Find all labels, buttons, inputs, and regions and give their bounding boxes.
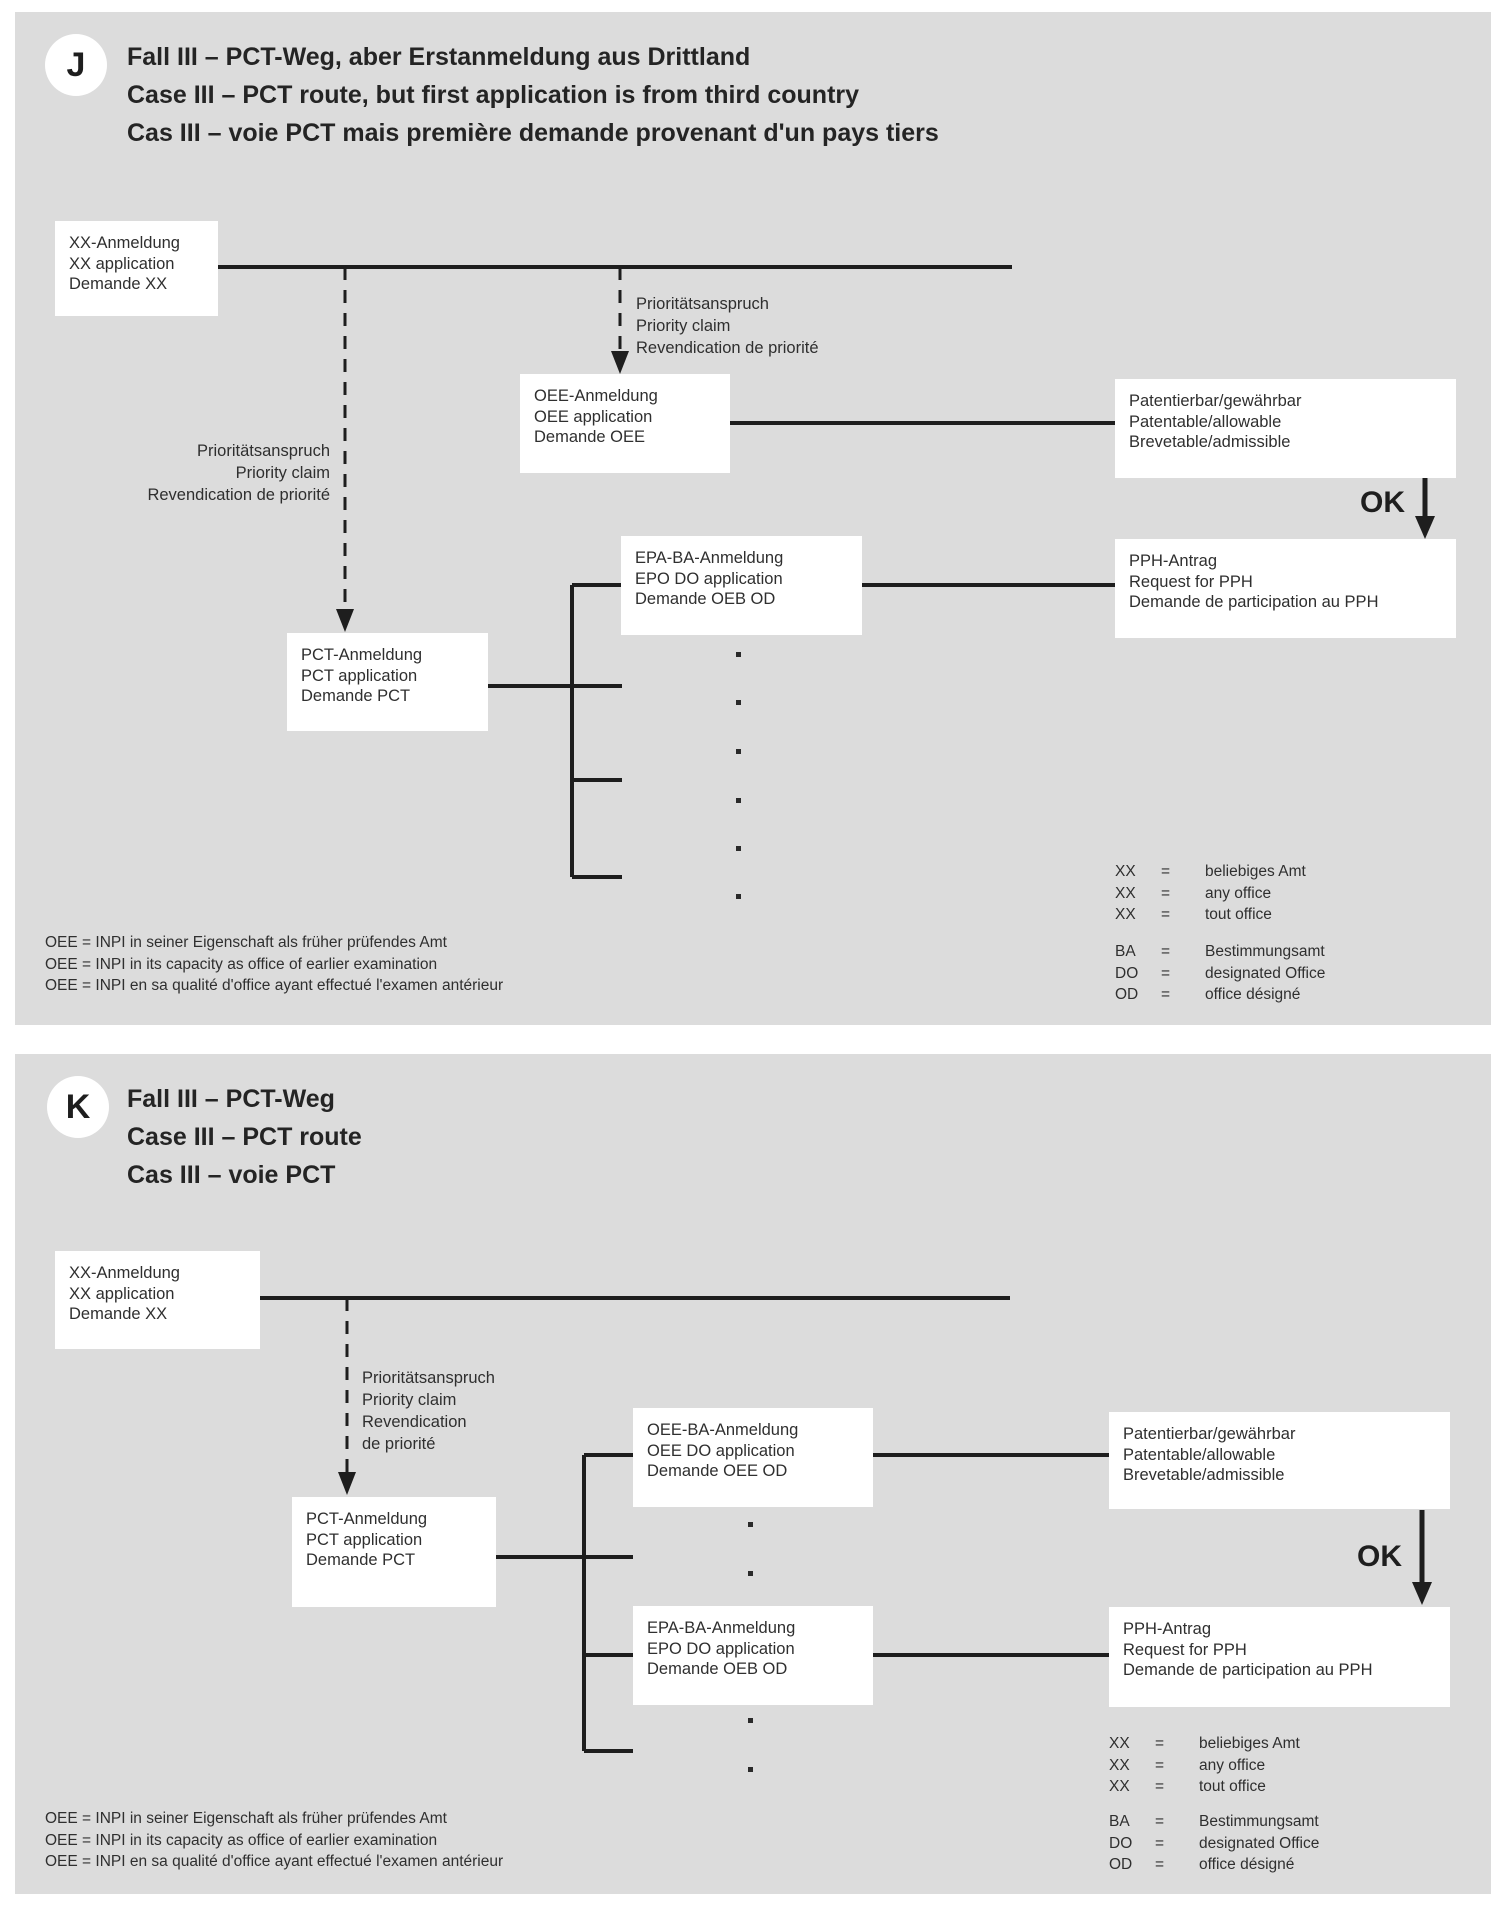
legend-def: office désigné [1205, 986, 1301, 1003]
box-patentable-j: Patentierbar/gewährbar Patentable/allowable Brevetable/admissible [1115, 379, 1456, 478]
legend-def: office désigné [1199, 1856, 1295, 1873]
legend-def: tout office [1199, 1778, 1266, 1795]
legend-eq: = [1161, 863, 1171, 880]
legend-eq: = [1161, 906, 1171, 923]
priority-claim-label-k: Prioritätsanspruch Priority claim Revendication de priorité [362, 1369, 495, 1453]
legend-def: Bestimmungsamt [1199, 1813, 1319, 1830]
legend-row [1115, 963, 1325, 985]
priority-claim-label-left-j: Prioritätsanspruch Priority claim Revendication de priorité [147, 442, 330, 504]
box-pph-request-k: PPH-Antrag Request for PPH Demande de participation au PPH [1109, 1607, 1450, 1707]
legend-row [1109, 1755, 1300, 1777]
legend-eq: = [1155, 1813, 1165, 1830]
legend-def: beliebiges Amt [1199, 1735, 1300, 1752]
box-oee-application: OEE-Anmeldung OEE application Demande OEE [520, 374, 730, 473]
legend-eq: = [1161, 986, 1171, 1003]
legend-abbr: XX [1109, 1756, 1130, 1774]
legend-xx-j [1115, 861, 1306, 926]
legend-abbr: XX [1115, 884, 1136, 902]
legend-row [1109, 1776, 1300, 1798]
panel-k-title: Fall III – PCT-Weg Case III – PCT route Cas III – voie PCT [127, 1085, 362, 1189]
legend-abbr: XX [1109, 1735, 1130, 1752]
panel-k [15, 1054, 1491, 1894]
legend-row [1109, 1854, 1319, 1876]
legend-def: any office [1205, 884, 1272, 902]
legend-row [1115, 904, 1306, 926]
box-epo-do-application-j: EPA-BA-Anmeldung EPO DO application Demande OEB OD [621, 536, 862, 635]
legend-ba-k [1109, 1811, 1319, 1876]
legend-row [1115, 941, 1325, 963]
legend-abbr: XX [1109, 1778, 1130, 1795]
panel-k-badge: K [47, 1076, 109, 1138]
legend-row [1115, 861, 1306, 883]
ok-label-j: OK [1360, 486, 1405, 519]
legend-ba-j [1115, 941, 1325, 1006]
legend-eq: = [1155, 1735, 1165, 1752]
box-oee-do-application: OEE-BA-Anmeldung OEE DO application Demande OEE OD [633, 1408, 873, 1507]
legend-abbr: OD [1109, 1856, 1133, 1873]
box-xx-application-j: XX-Anmeldung XX application Demande XX [55, 221, 218, 316]
legend-abbr: DO [1109, 1834, 1133, 1852]
legend-row [1115, 883, 1306, 905]
legend-oee-j: OEE = INPI in seiner Eigenschaft als früher prüfendes Amt OEE = INPI in its capacity as office of earlier examination OEE = INPI en sa qualité d'office ayant effectué l'examen antérieur [45, 934, 504, 994]
panel-j [15, 12, 1491, 1025]
legend-def: tout office [1205, 906, 1272, 923]
box-xx-application-k: XX-Anmeldung XX application Demande XX [55, 1251, 260, 1349]
legend-eq: = [1161, 943, 1171, 960]
legend-eq: = [1155, 1834, 1165, 1852]
priority-claim-label-right-j: Prioritätsanspruch Priority claim Revendication de priorité [636, 295, 819, 357]
box-epo-do-application-k: EPA-BA-Anmeldung EPO DO application Demande OEB OD [633, 1606, 873, 1705]
box-pct-application-k: PCT-Anmeldung PCT application Demande PCT [292, 1497, 496, 1607]
legend-eq: = [1155, 1856, 1165, 1873]
legend-abbr: XX [1115, 863, 1136, 880]
legend-abbr: BA [1109, 1813, 1130, 1830]
panel-j-badge: J [45, 34, 107, 96]
legend-abbr: DO [1115, 964, 1139, 982]
legend-row [1115, 984, 1325, 1006]
legend-def: any office [1199, 1756, 1266, 1774]
legend-abbr: XX [1115, 906, 1136, 923]
legend-eq: = [1155, 1756, 1165, 1774]
legend-def: beliebiges Amt [1205, 863, 1306, 880]
legend-xx-k [1109, 1733, 1300, 1798]
ok-label-k: OK [1357, 1540, 1402, 1573]
box-pph-request-j: PPH-Antrag Request for PPH Demande de participation au PPH [1115, 539, 1456, 638]
box-patentable-k: Patentierbar/gewährbar Patentable/allowable Brevetable/admissible [1109, 1412, 1450, 1509]
legend-row [1109, 1733, 1300, 1755]
legend-row [1109, 1811, 1319, 1833]
legend-abbr: OD [1115, 986, 1139, 1003]
legend-eq: = [1161, 884, 1171, 902]
legend-abbr: BA [1115, 943, 1136, 960]
legend-eq: = [1161, 964, 1171, 982]
legend-def: designated Office [1205, 964, 1326, 982]
box-pct-application-j: PCT-Anmeldung PCT application Demande PCT [287, 633, 488, 731]
legend-def: Bestimmungsamt [1205, 943, 1325, 960]
legend-eq: = [1155, 1778, 1165, 1795]
panel-j-title: Fall III – PCT-Weg, aber Erstanmeldung aus Drittland Case III – PCT route, but first application is from third country Cas III – voie PCT mais première demande provenant d'un pays tiers [127, 43, 939, 147]
legend-oee-k: OEE = INPI in seiner Eigenschaft als früher prüfendes Amt OEE = INPI in its capacity as office of earlier examination OEE = INPI en sa qualité d'office ayant effectué l'examen antérieur [45, 1810, 504, 1870]
legend-row [1109, 1833, 1319, 1855]
legend-def: designated Office [1199, 1834, 1320, 1852]
